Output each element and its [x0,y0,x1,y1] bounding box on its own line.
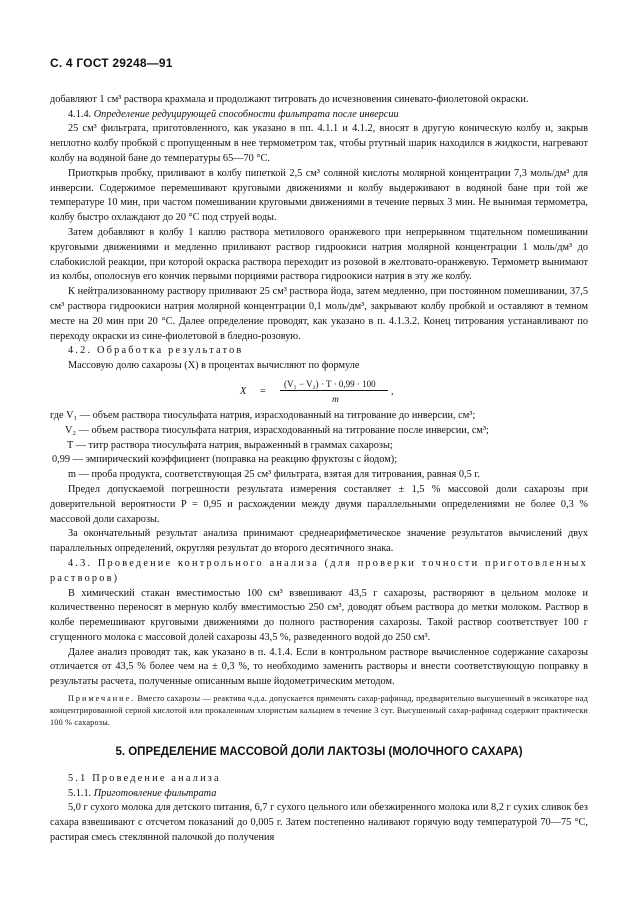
document-page [50,56,588,846]
paragraph: 5,0 г сухого молока для детского питания, 6,7 г сухого цельного или обезжиренного молока или 8,2 г сухих сливок без сахара взвешивают с отсчетом показаний до 0,005 г. Затем постепенно наливают горячую воду температурой 70—75 °С, растирая смесь стеклянной палочкой до получения [50,802,588,844]
definition-v1: где V₁ — объем раствора тиосульфата натрия, израсходованный на титрование до инверсии, см³; [50,409,476,421]
formula-denominator: m [332,394,339,405]
subsection-heading-5-1: 5.1 Проведение анализа [68,772,221,784]
paragraph: 25 см³ фильтрата, приготовленного, как указано в пп. 4.1.1 и 4.1.2, вносят в другую коническую колбу и, закрыв неплотно колбу пробкой с пропущенным в нее термометром так, чтобы ртутный шарик находился в жидкости, нагревают колбу на водяной бане до температуры 65—70 °С. [50,123,588,164]
paragraph: Приоткрыв пробку, приливают в колбу пипеткой 2,5 см³ соляной кислоты молярной концентрации 7,3 моль/дм³ для инверсии. Содержимое перемешивают круговыми движениями и колбу выдерживают в водяной бане при той же температуре 10 мин, при частом помешивании круговыми движениями в течение первых 3 мин. Не вынимая термометра, колбу быстро охлаждают до 20 °С под струей воды. [50,167,588,224]
formula-lhs: X [240,385,247,397]
subsection-title: Определение редуцирующей способности фильтрата после инверсии [93,108,399,120]
definition-099: 0,99 — эмпирический коэффициент (поправка на реакцию фруктозы с йодом); [52,454,398,466]
section-heading-5: 5. ОПРЕДЕЛЕНИЕ МАССОВОЙ ДОЛИ ЛАКТОЗЫ (МОЛОЧНОГО САХАРА) [115,746,523,759]
subsection-heading-4-1-4 [50,108,588,123]
subsection-number: 4.1.4. [68,108,92,120]
paragraph: добавляют 1 см³ раствора крахмала и продолжают титровать до исчезновения синевато-фиолетовой окраски. [50,93,529,105]
subsection-heading-4-3: 4.3. Проведение контрольного анализа (для проверки точности приготовленных растворов) [50,557,588,584]
subsection-title: Приготовление фильтрата [93,787,217,799]
fraction-bar [280,390,388,391]
page-header: С. 4 ГОСТ 29248—91 [50,56,173,70]
formula-equals: = [260,385,266,397]
variable-definitions [50,409,588,483]
formula-comma: , [391,385,394,397]
paragraph: Затем добавляют в колбу 1 каплю раствора метилового оранжевого при непрерывном тщательном помешивании круговыми движениями и медленно приливают раствор гидроокиси натрия молярной концентрации 1 моль/дм³ до слабокислой реакции, при которой окраска раствора переходит из розовой в желтовато-оранжевую. Термометр вынимают из колбы, ополоснув его кончик первыми порциями раствора гидроокиси натрия в эту же колбу. [50,226,588,283]
formula-numerator: (V₁ − V₂) · T · 0,99 · 100 [284,378,376,389]
note-label: Примечание. [68,694,136,704]
paragraph: Массовую долю сахарозы (X) в процентах вычисляют по формуле [68,360,360,372]
paragraph: За окончательный результат анализа принимают среднеарифметическое значение результатов вычислений двух параллельных определений, округляя результат до второго десятичного знака. [50,528,588,555]
paragraph: Далее анализ проводят так, как указано в п. 4.1.4. Если в контрольном растворе вычисленное содержание сахарозы отличается от 43,5 % более чем на ± 0,3 %, то необходимо заменить растворы и внести соответствующую поправку в результаты расчета, полученные описанным выше йодометрическим методом. [50,646,588,688]
definition-t: T — титр раствора тиосульфата натрия, выраженный в граммах сахарозы; [67,439,393,451]
paragraph: К нейтрализованному раствору приливают 25 см³ раствора йода, затем медленно, при постоянном помешивании, 37,5 см³ раствора гидроокиси натрия молярной концентрации 0,1 моль/дм³, закрывают колбу пробкой и оставляют в темном месте на 20 мин при 20 °С. Далее определение проводят, как указано в п. 4.1.3.2. Конец титрования устанавливают по переходу окраски из сине-фиолетовой в бледно-розовую. [50,286,588,342]
formula [50,377,588,407]
definition-m: m — проба продукта, соответствующая 25 см³ фильтрата, взятая для титрования, равная 0,5 г. [68,469,480,481]
definition-v2: V₂ — объем раствора тиосульфата натрия, израсходованный на титрование после инверсии, см³; [65,424,489,436]
subsection-number: 5.1.1. [68,787,92,799]
note-text: Вместо сахарозы — реактива ч.д.а. допускается применять сахар-рафинад, предварительно высушенный в эксикаторе над концентрированной серной кислотой или прокаленным хлористым кальцием в течение 3 сут. Высушенный сахар-рафинад содержит практически 100 % сахарозы. [50,694,589,728]
subsection-heading-5-1-1 [50,787,588,802]
paragraph: Предел допускаемой погрешности результата измерения составляет ± 1,5 % массовой доли сахарозы при доверительной вероятности P = 0,95 и расхождении между двумя параллельными определениями не более 0,3 % массовой доли сахарозы. [50,483,588,525]
note [50,693,588,729]
paragraph: В химический стакан вместимостью 100 см³ взвешивают 43,5 г сахарозы, растворяют в цельном молоке и количественно переносят в мерную колбу вместимостью 250 см³, доводят объем раствора до метки молоком. Раствор в колбе перемешивают круговыми движениями до полного растворения сахарозы. Такой раствор соответствует 100 г сгущенного молока с массовой долей сахарозы 43,5 %, разведенного водой до 250 см³. [50,587,588,643]
subsection-heading-4-2: 4.2. Обработка результатов [68,345,244,357]
